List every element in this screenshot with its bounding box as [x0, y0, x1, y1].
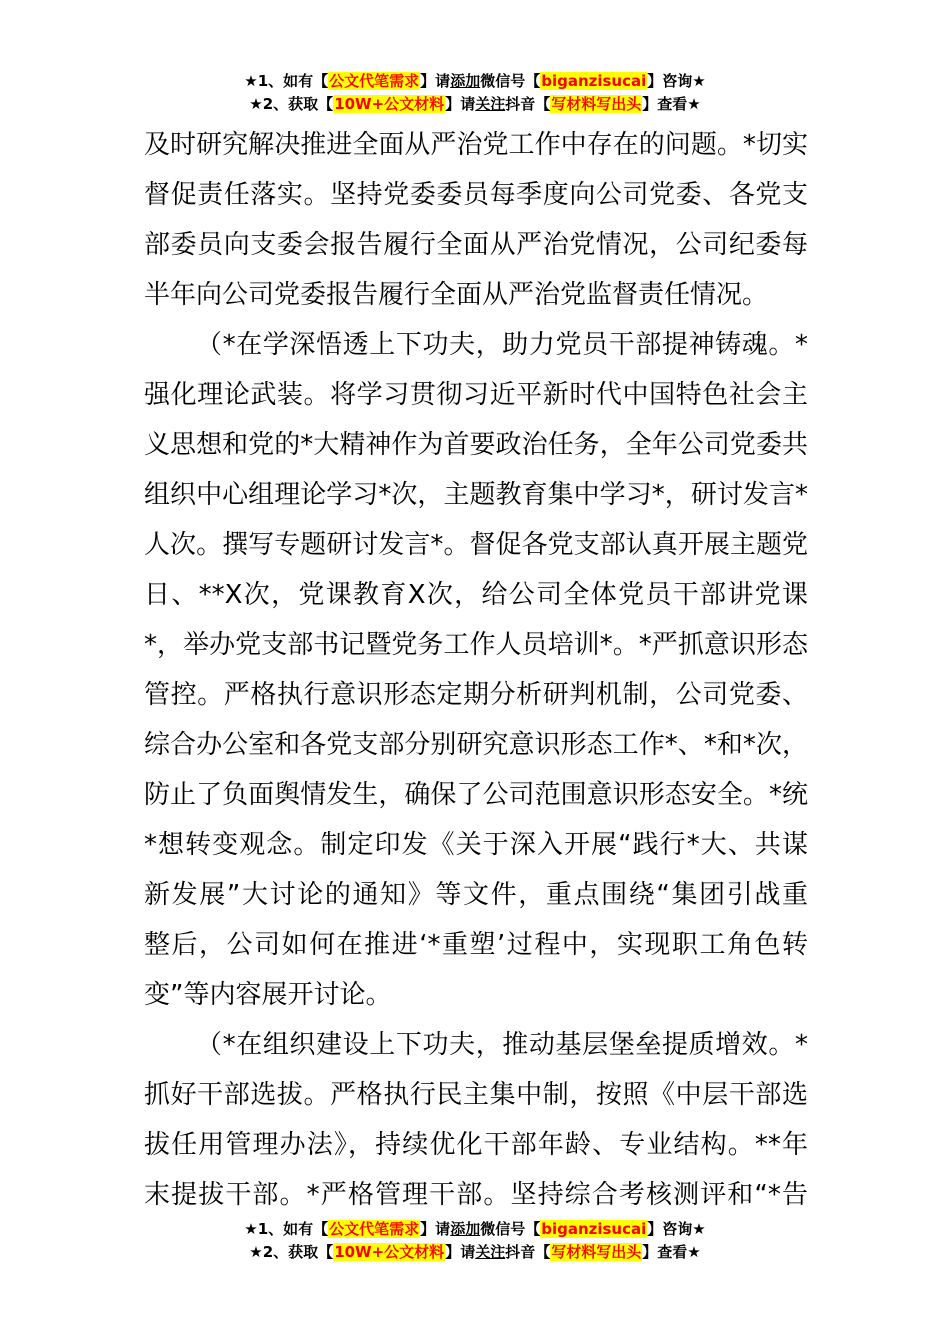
body-line: 人次。撰写专题研讨发言*。督促各党支部认真开展主题党 [144, 530, 808, 560]
body-line: 日、**X次，党课教育X次，给公司全体党员干部讲党课 [144, 580, 808, 610]
promo-banner-top [0, 70, 950, 116]
promo-text: 】查看★ [642, 95, 701, 113]
promo-highlight-service: 公文代笔需求 [329, 1220, 420, 1238]
body-line: 强化理论武装。将学习贯彻习近平新时代中国特色社会主 [144, 380, 808, 410]
body-line: 抓好干部选拔。严格执行民主集中制，按照《中层干部选 [144, 1080, 808, 1110]
promo-highlight-douyin-id: 写材料写出头 [551, 95, 642, 113]
promo-text: 】咨询★ [647, 72, 706, 90]
body-line: 整后，公司如何在推进‘*重塑’过程中，实现职工角色转 [144, 930, 808, 960]
promo-underlined: 添加 [450, 72, 481, 90]
promo-text: 】请 [420, 1220, 451, 1238]
body-line: 组织中心组理论学习*次，主题教育集中学习*，研讨发言* [144, 480, 808, 510]
promo-text: 】查看★ [642, 1243, 701, 1261]
promo-text: 】请 [420, 72, 451, 90]
body-line: 半年向公司党委报告履行全面从严治党监督责任情况。 [144, 280, 769, 310]
body-line: 综合办公室和各党支部分别研究意识形态工作*、*和*次， [144, 730, 808, 760]
promo-underlined: 关注 [475, 95, 506, 113]
body-line: 拔任用管理办法》，持续优化干部年龄、专业结构。**年 [144, 1130, 808, 1160]
promo-line-2 [0, 93, 950, 116]
body-line: *想转变观念。制定印发《关于深入开展“践行*大、共谋 [144, 830, 808, 860]
body-line: 末提拔干部。*严格管理干部。坚持综合考核测评和“*告 [144, 1180, 808, 1210]
promo-line-1 [0, 70, 950, 93]
body-line: 防止了负面舆情发生，确保了公司范围意识形态安全。*统 [144, 780, 808, 810]
promo-text: ★1、如有【 [244, 72, 329, 90]
body-line: 督促责任落实。坚持党委委员每季度向公司党委、各党支 [144, 180, 808, 210]
promo-highlight-wechat-id: biganzisucai [541, 1220, 647, 1238]
body-line: 变”等内容展开讨论。 [144, 980, 392, 1010]
section-heading-line: （*在学深悟透上下功夫，助力党员干部提神铸魂。* [196, 330, 808, 360]
promo-underlined: 添加 [450, 1220, 481, 1238]
body-line: *，举办党支部书记暨党务工作人员培训*。*严抓意识形态 [144, 630, 808, 660]
body-line: 义思想和党的*大精神作为首要政治任务，全年公司党委共 [144, 430, 808, 460]
promo-text: 微信号【 [480, 1220, 541, 1238]
promo-highlight-douyin-id: 写材料写出头 [551, 1243, 642, 1261]
body-line: 新发展”大讨论的通知》等文件，重点围绕“集团引战重 [144, 880, 808, 910]
body-line: 部委员向支委会报告履行全面从严治党情况，公司纪委每 [144, 230, 808, 260]
promo-highlight-materials: 10W+公文材料 [334, 1243, 445, 1261]
promo-line-1 [0, 1218, 950, 1241]
document-body [144, 120, 808, 1220]
promo-text: 微信号【 [480, 72, 541, 90]
promo-text: 】请 [445, 95, 476, 113]
promo-text: 】请 [445, 1243, 476, 1261]
promo-text: 抖音【 [505, 1243, 551, 1261]
promo-highlight-wechat-id: biganzisucai [541, 72, 647, 90]
promo-text: ★2、获取【 [249, 95, 334, 113]
promo-text: 】咨询★ [647, 1220, 706, 1238]
promo-text: ★1、如有【 [244, 1220, 329, 1238]
promo-text: ★2、获取【 [249, 1243, 334, 1261]
body-line: 管控。严格执行意识形态定期分析研判机制，公司党委、 [144, 680, 808, 710]
promo-highlight-materials: 10W+公文材料 [334, 95, 445, 113]
promo-line-2 [0, 1241, 950, 1264]
promo-text: 抖音【 [505, 95, 551, 113]
body-line: 及时研究解决推进全面从严治党工作中存在的问题。*切实 [144, 130, 808, 160]
promo-banner-bottom [0, 1218, 950, 1264]
promo-underlined: 关注 [475, 1243, 506, 1261]
promo-highlight-service: 公文代笔需求 [329, 72, 420, 90]
section-heading-line: （*在组织建设上下功夫，推动基层堡垒提质增效。* [196, 1030, 808, 1060]
